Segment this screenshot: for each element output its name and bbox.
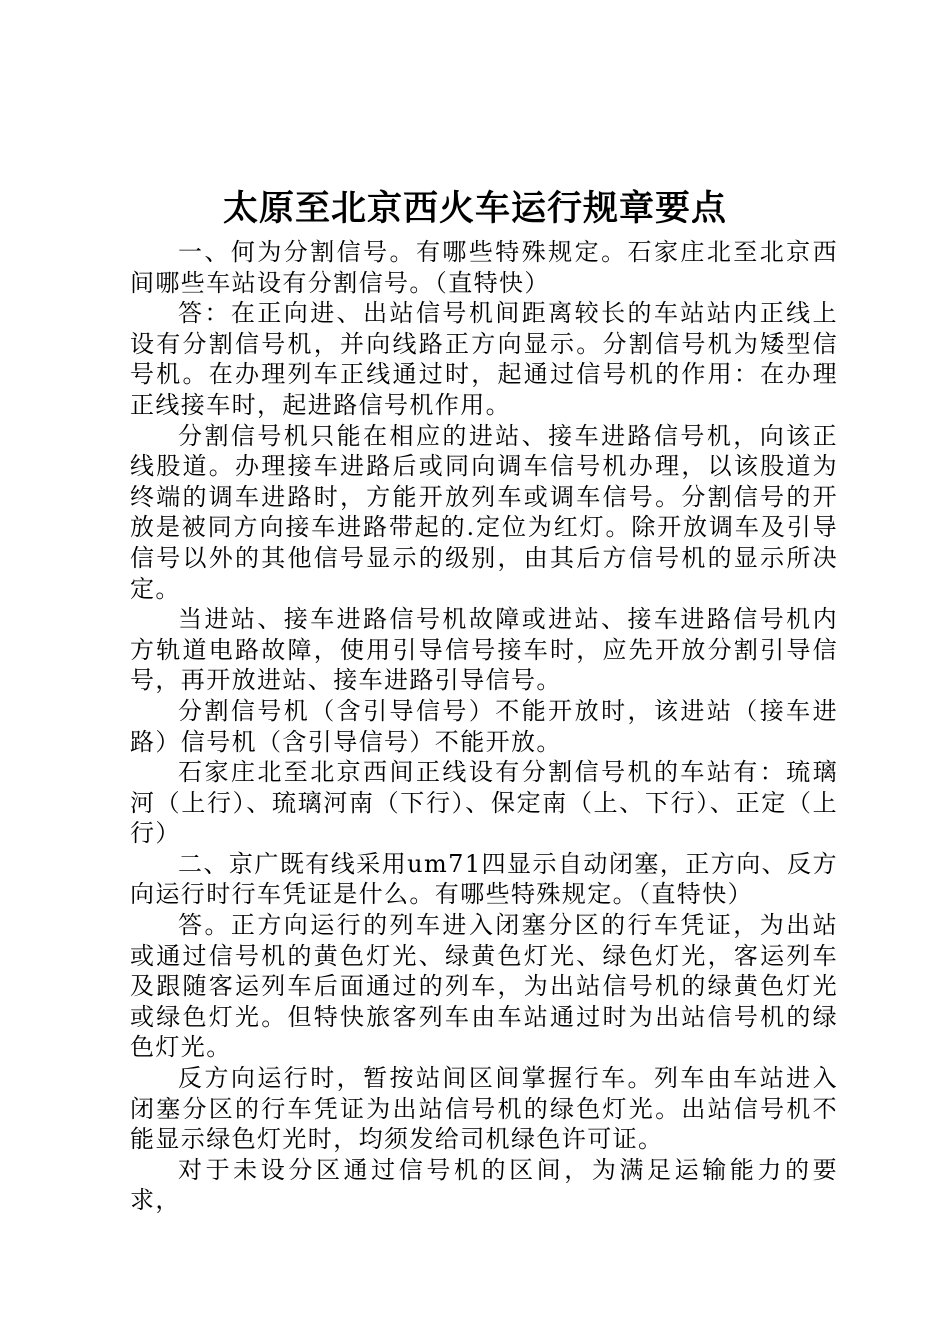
document-title: 太原至北京西火车运行规章要点: [222, 188, 727, 229]
paragraph: 二、京广既有线采用um71四显示自动闭塞，正方向、反方向运行时行车凭证是什么。有哪些特殊规定。（直特快）: [130, 849, 838, 909]
document-body: [130, 237, 838, 1216]
paragraph: 对于未设分区通过信号机的区间，为满足运输能力的要求，: [130, 1155, 838, 1215]
paragraph: 一、何为分割信号。有哪些特殊规定。石家庄北至北京西间哪些车站设有分割信号。（直特快）: [130, 238, 838, 297]
paragraph: 分割信号机（含引导信号）不能开放时，该进站（接车进路）信号机（含引导信号）不能开放。: [130, 696, 838, 756]
paragraph: 分割信号机只能在相应的进站、接车进路信号机，向该正线股道。办理接车进路后或同向调车信号机办理，以该股道为终端的调车进路时，方能开放列车或调车信号。分割信号的开放是被同方向接车进路带起的.定位为红灯。除开放调车及引导信号以外的其他信号显示的级别，由其后方信号机的显示所决定。: [130, 421, 838, 603]
paragraph: 反方向运行时，暂按站间区间掌握行车。列车由车站进入闭塞分区的行车凭证为出站信号机的绿色灯光。出站信号机不能显示绿色灯光时，均须发给司机绿色许可证。: [130, 1064, 838, 1154]
paragraph: 石家庄北至北京西间正线设有分割信号机的车站有：琉璃河（上行）、琉璃河南（下行）、保定南（上、下行）、正定（上行）: [130, 758, 838, 848]
paragraph: 答。正方向运行的列车进入闭塞分区的行车凭证，为出站或通过信号机的黄色灯光、绿黄色灯光、绿色灯光，客运列车及跟随客运列车后面通过的列车，为出站信号机的绿黄色灯光或绿色灯光。但特快旅客列车由车站通过时为出站信号机的绿色灯光。: [130, 911, 838, 1062]
paragraph: 当进站、接车进路信号机故障或进站、接车进路信号机内方轨道电路故障，使用引导信号接车时，应先开放分割引导信号，再开放进站、接车进路引导信号。: [130, 605, 838, 695]
paragraph: 答：在正向进、出站信号机间距离较长的车站站内正线上设有分割信号机，并向线路正方向显示。分割信号机为矮型信号机。在办理列车正线通过时，起通过信号机的作用：在办理正线接车时，起进路信号机作用。: [130, 299, 838, 419]
